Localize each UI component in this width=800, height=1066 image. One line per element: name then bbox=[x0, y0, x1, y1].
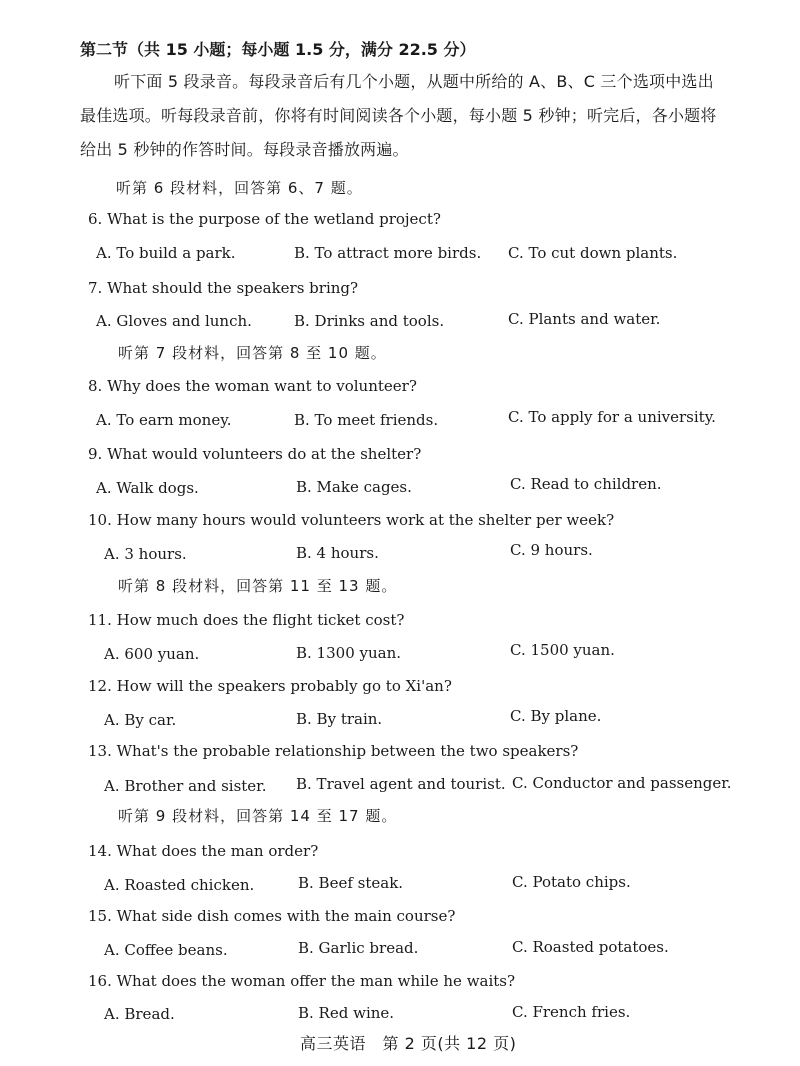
question-12-option-c: C. By plane. bbox=[510, 707, 602, 725]
question-8-option-a: A. To earn money. bbox=[96, 411, 232, 429]
question-8-option-b: B. To meet friends. bbox=[294, 411, 439, 429]
question-9-option-b: B. Make cages. bbox=[296, 478, 412, 496]
question-6-option-a: A. To build a park. bbox=[96, 244, 236, 262]
question-13-option-c: C. Conductor and passenger. bbox=[512, 774, 732, 792]
page-footer: 高三英语 第 2 页(共 12 页) bbox=[300, 1034, 517, 1053]
question-15: 15. What side dish comes with the main course? bbox=[88, 907, 456, 925]
question-13-option-a: A. Brother and sister. bbox=[104, 777, 267, 795]
question-14-option-c: C. Potato chips. bbox=[512, 873, 631, 891]
question-12-option-a: A. By car. bbox=[104, 711, 177, 729]
section-heading: 第二节（共 15 小题；每小题 1.5 分，满分 22.5 分） bbox=[80, 40, 476, 59]
instructions-line-3: 给出 5 秒钟的作答时间。每段录音播放两遍。 bbox=[80, 140, 409, 159]
question-6: 6. What is the purpose of the wetland project? bbox=[88, 210, 441, 228]
question-16-option-a: A. Bread. bbox=[104, 1005, 175, 1023]
question-7-option-a: A. Gloves and lunch. bbox=[96, 312, 252, 330]
question-12: 12. How will the speakers probably go to Xi'an? bbox=[88, 677, 452, 695]
question-9: 9. What would volunteers do at the shelter? bbox=[88, 445, 422, 463]
question-11: 11. How much does the flight ticket cost? bbox=[88, 611, 405, 629]
material-7-label: 听第 7 段材料，回答第 8 至 10 题。 bbox=[118, 344, 387, 362]
question-10-option-a: A. 3 hours. bbox=[104, 545, 187, 563]
material-8-label: 听第 8 段材料，回答第 11 至 13 题。 bbox=[118, 577, 398, 595]
question-8: 8. Why does the woman want to volunteer? bbox=[88, 377, 417, 395]
question-12-option-b: B. By train. bbox=[296, 710, 383, 728]
question-13-option-b: B. Travel agent and tourist. bbox=[296, 775, 506, 793]
question-15-option-c: C. Roasted potatoes. bbox=[512, 938, 669, 956]
question-13: 13. What's the probable relationship between the two speakers? bbox=[88, 742, 579, 760]
question-10-option-b: B. 4 hours. bbox=[296, 544, 379, 562]
instructions-line-2: 最佳选项。听每段录音前，你将有时间阅读各个小题，每小题 5 秒钟；听完后，各小题将 bbox=[80, 106, 717, 125]
question-6-option-b: B. To attract more birds. bbox=[294, 244, 482, 262]
question-16-option-c: C. French fries. bbox=[512, 1003, 631, 1021]
question-7-option-c: C. Plants and water. bbox=[508, 310, 661, 328]
question-14: 14. What does the man order? bbox=[88, 842, 319, 860]
question-7-option-b: B. Drinks and tools. bbox=[294, 312, 445, 330]
question-10-option-c: C. 9 hours. bbox=[510, 541, 593, 559]
question-16: 16. What does the woman offer the man while he waits? bbox=[88, 972, 516, 990]
question-11-option-a: A. 600 yuan. bbox=[104, 645, 200, 663]
question-6-option-c: C. To cut down plants. bbox=[508, 244, 678, 262]
question-9-option-a: A. Walk dogs. bbox=[96, 479, 199, 497]
question-11-option-b: B. 1300 yuan. bbox=[296, 644, 402, 662]
question-15-option-a: A. Coffee beans. bbox=[104, 941, 228, 959]
question-16-option-b: B. Red wine. bbox=[298, 1004, 395, 1022]
question-8-option-c: C. To apply for a university. bbox=[508, 408, 716, 426]
question-14-option-b: B. Beef steak. bbox=[298, 874, 404, 892]
question-11-option-c: C. 1500 yuan. bbox=[510, 641, 615, 659]
question-14-option-a: A. Roasted chicken. bbox=[104, 876, 255, 894]
question-10: 10. How many hours would volunteers work at the shelter per week? bbox=[88, 511, 615, 529]
question-15-option-b: B. Garlic bread. bbox=[298, 939, 419, 957]
question-7: 7. What should the speakers bring? bbox=[88, 279, 359, 297]
material-6-label: 听第 6 段材料，回答第 6、7 题。 bbox=[116, 179, 363, 197]
question-9-option-c: C. Read to children. bbox=[510, 475, 662, 493]
instructions-line-1: 听下面 5 段录音。每段录音后有几个小题，从题中所给的 A、B、C 三个选项中选出 bbox=[114, 72, 714, 91]
material-9-label: 听第 9 段材料，回答第 14 至 17 题。 bbox=[118, 807, 398, 825]
